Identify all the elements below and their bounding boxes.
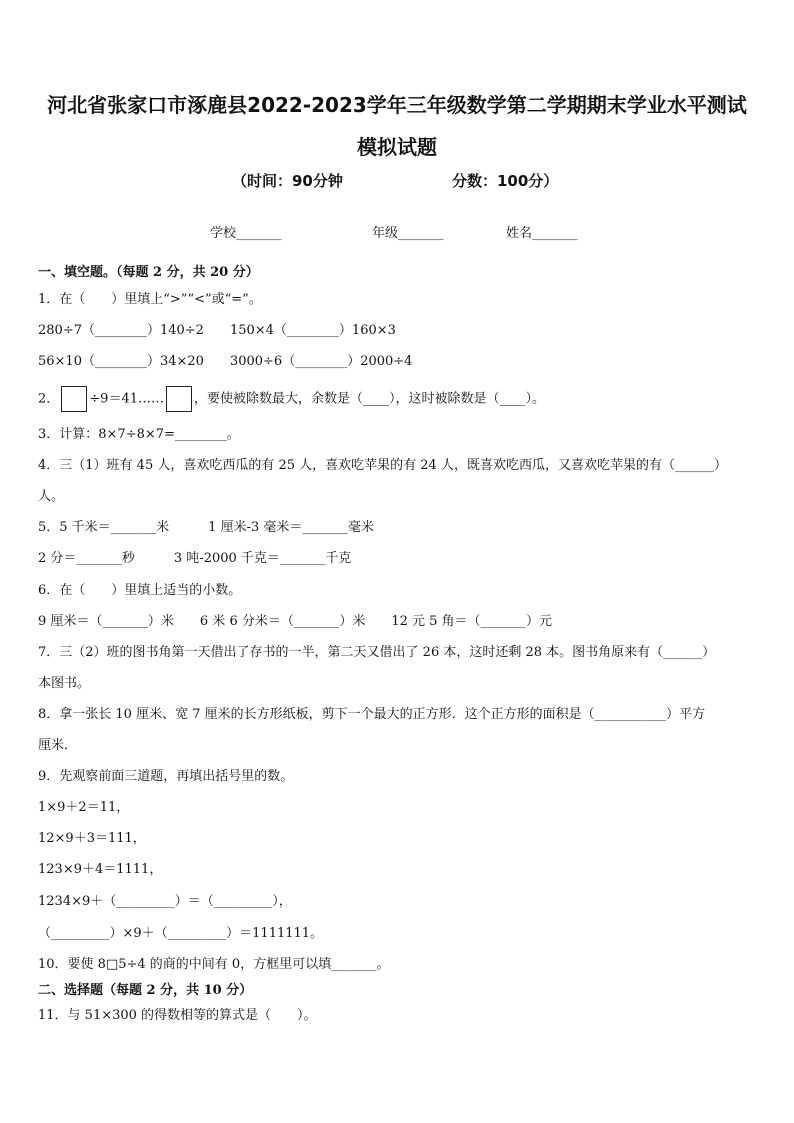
question-4-line1: 4．三（1）班有 45 人，喜欢吃西瓜的有 25 人，喜欢吃苹果的有 24 人，既喜欢吃西瓜，又喜欢吃苹果的有（______）	[38, 458, 727, 473]
question-11: 11．与 51×300 的得数相等的算式是（ ）。	[38, 1008, 317, 1023]
question-2-number: 2．	[38, 391, 60, 407]
question-1-row-a: 280÷7（________）140÷2 150×4（________）160×3	[38, 323, 396, 338]
grade-field: 年级_______	[372, 226, 444, 241]
section1-heading: 一、填空题。（每题 2 分，共 20 分）	[38, 265, 259, 280]
question-1-row-b: 56×10（________）34×20 3000÷6（________）2000÷4	[38, 354, 413, 369]
question-2	[38, 386, 545, 412]
question-8-line1: 8．拿一张长 10 厘米、宽 7 厘米的长方形纸板，剪下一个最大的正方形．这个正方形的面积是（___________）平方	[38, 707, 706, 722]
school-field: 学校_______	[210, 226, 282, 241]
question-5-row-a: 5．5 千米＝_______米 1 厘米-3 毫米＝_______毫米	[38, 520, 374, 535]
question-6: 6．在（ ）里填上适当的小数。	[38, 583, 242, 598]
question-2-end: ，要使被除数最大，余数是（____），这时被除数是（____）。	[194, 391, 546, 407]
question-9-row-c: 123×9＋4＝1111，	[38, 862, 163, 877]
exam-time: （时间：90分钟	[232, 172, 343, 190]
question-7-line2: 本图书。	[38, 676, 91, 691]
question-9-row-b: 12×9＋3＝111，	[38, 831, 146, 846]
answer-box	[166, 386, 192, 412]
question-6-row: 9 厘米＝（_______）米 6 米 6 分米＝（_______）米 12 元 5 角＝（_______）元	[38, 614, 553, 629]
question-9-row-d: 1234×9＋（_________）＝（_________），	[38, 894, 292, 909]
question-4-line2: 人。	[38, 489, 65, 504]
question-9-row-a: 1×9＋2＝11，	[38, 800, 130, 815]
exam-title: 河北省张家口市涿鹿县2022-2023学年三年级数学第二学期期末学业水平测试模拟试题	[47, 93, 747, 159]
question-9: 9．先观察前面三道题，再填出括号里的数。	[38, 769, 294, 784]
question-2-middle: ÷9＝41……	[89, 391, 164, 407]
answer-box	[61, 386, 87, 412]
exam-score: 分数：100分）	[452, 172, 559, 190]
question-7-line1: 7．三（2）班的图书角第一天借出了存书的一半，第二天又借出了 26 本，这时还剩 28 本。图书角原来有（______）	[38, 645, 716, 660]
question-10: 10．要使 8□5÷4 的商的中间有 0，方框里可以填_______。	[38, 957, 390, 972]
question-3: 3．计算：8×7÷8×7=________。	[38, 427, 240, 442]
question-9-row-e: （_________）×9＋（_________）＝1111111。	[38, 926, 324, 941]
section2-heading: 二、选择题（每题 2 分，共 10 分）	[38, 983, 253, 998]
question-8-line2: 厘米．	[38, 738, 78, 753]
question-1: 1．在（ ）里填上“>”“<”或“=”。	[38, 292, 262, 307]
question-5-row-b: 2 分＝_______秒 3 吨-2000 千克＝_______千克	[38, 551, 352, 566]
name-field: 姓名_______	[506, 226, 578, 241]
